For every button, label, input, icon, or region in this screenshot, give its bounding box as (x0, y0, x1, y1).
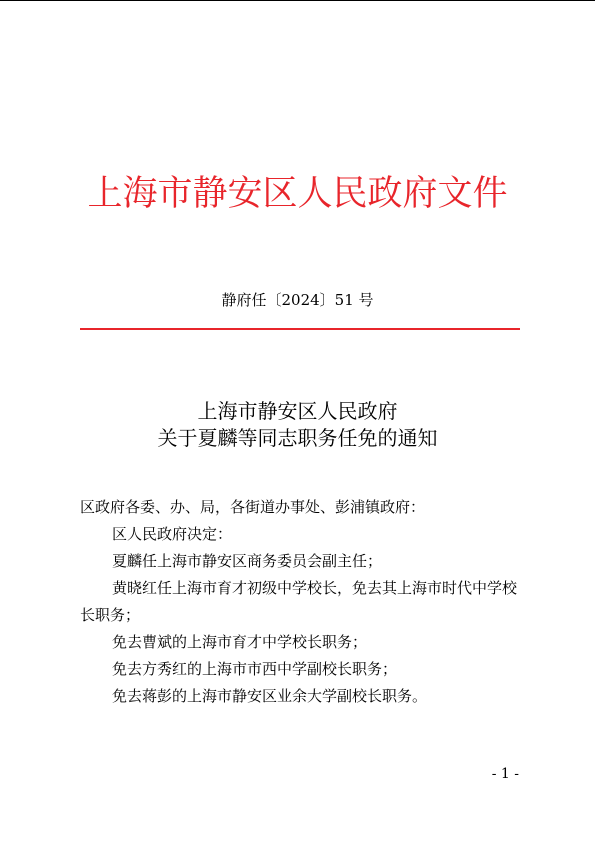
red-separator-line (80, 328, 520, 330)
body-paragraph: 黄晓红任上海市育才初级中学校长，免去其上海市时代中学校长职务； (80, 579, 518, 624)
notice-body (80, 494, 522, 710)
page-number: - 1 - (491, 766, 519, 782)
document-header-title: 上海市静安区人民政府文件 (87, 174, 508, 214)
body-paragraph: 夏麟任上海市静安区商务委员会副主任； (112, 552, 383, 570)
notice-title (0, 398, 595, 452)
top-border-line (0, 0, 595, 1)
notice-title-line-2: 关于夏麟等同志职务任免的通知 (157, 426, 438, 450)
body-paragraph: 免去蒋彭的上海市静安区业余大学副校长职务。 (112, 687, 428, 705)
body-paragraph: 免去方秀红的上海市市西中学副校长职务； (112, 660, 398, 678)
document-number: 静府任〔2024〕51 号 (221, 291, 374, 309)
body-paragraph: 区人民政府决定： (112, 525, 233, 543)
notice-title-line-1: 上海市静安区人民政府 (197, 399, 398, 423)
body-paragraph: 免去曹斌的上海市育才中学校长职务； (112, 633, 368, 651)
addressee-line: 区政府各委、办、局，各街道办事处、彭浦镇政府： (80, 498, 426, 516)
